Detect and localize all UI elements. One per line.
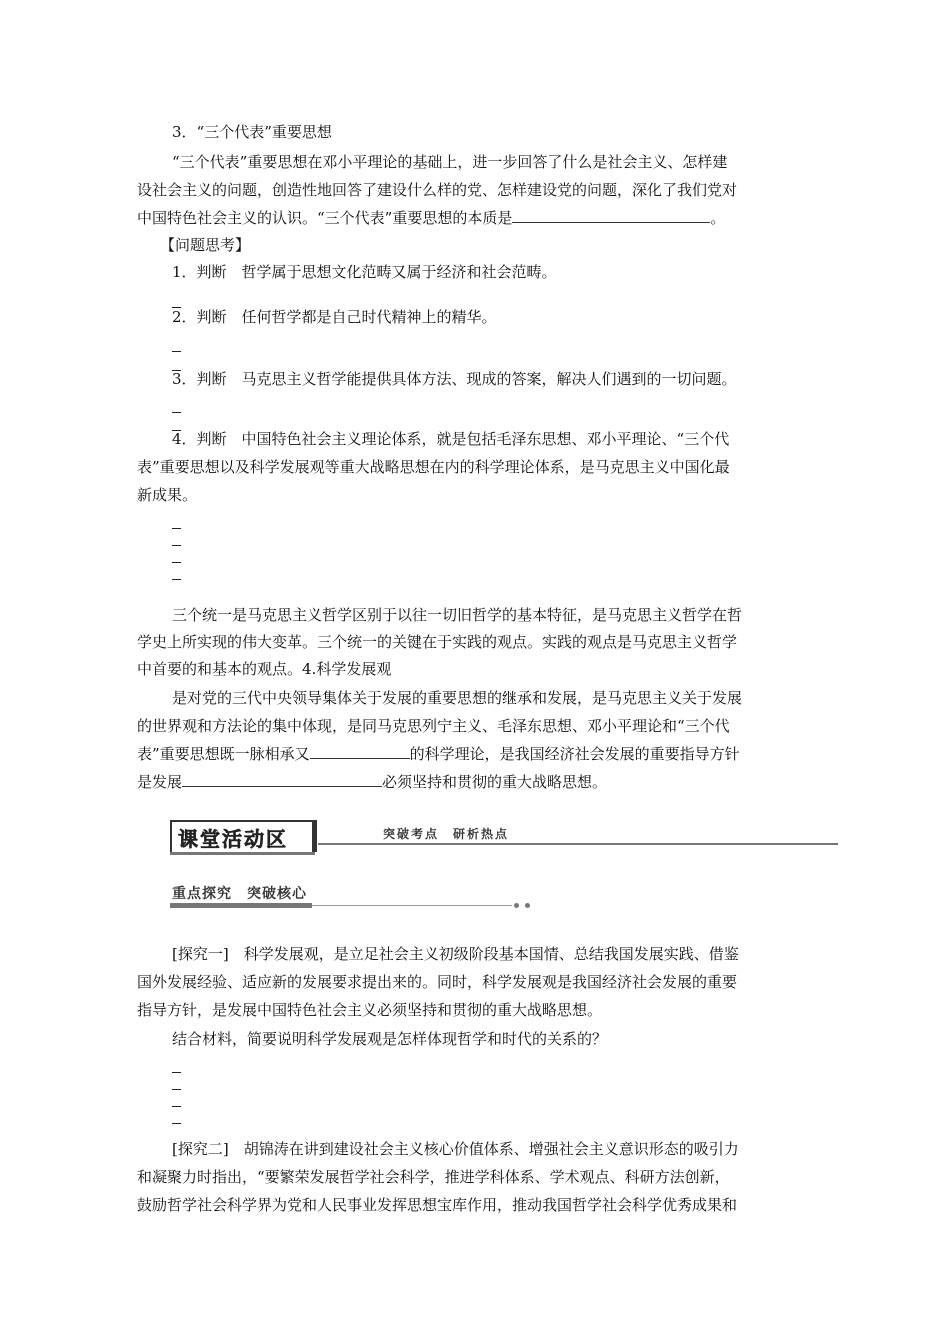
section-title-bar (170, 903, 312, 908)
answer-line (172, 1089, 181, 1090)
section-heading: 3．“三个代表”重要思想 (172, 123, 332, 141)
answer-line (172, 351, 181, 352)
banner-title: 课堂活动区 (178, 827, 288, 851)
answer-line (172, 579, 181, 580)
inquiry-line: 国外发展经验、适应新的发展要求提出来的。同时，科学发展观是我国经济社会发展的重要 (137, 973, 738, 991)
paragraph-line: “三个代表”重要思想在邓小平理论的基础上，进一步回答了什么是社会主义、怎样建 (172, 153, 728, 171)
answer-line (172, 1072, 181, 1073)
answer-line (172, 1123, 181, 1124)
inquiry-line: [探究一] 科学发展观，是立足社会主义初级阶段基本国情、总结我国发展实践、借鉴 (172, 945, 739, 963)
inquiry-question: 结合材料，简要说明科学发展观是怎样体现哲学和时代的关系的？ (172, 1030, 608, 1048)
fill-blank (512, 208, 710, 223)
answer-line (172, 562, 181, 563)
fill-blank (310, 744, 410, 759)
banner-divider (312, 820, 317, 852)
paragraph-line: 设社会主义的问题，创造性地回答了建设什么样的党、怎样建设党的问题，深化了我们党对 (137, 181, 738, 199)
paragraph-line: 三个统一是马克思主义哲学区别于以往一切旧哲学的基本特征，是马克思主义哲学在哲 (172, 606, 743, 624)
decor-dot (514, 903, 519, 908)
section-title: 重点探究 突破核心 (172, 886, 307, 902)
inquiry-line: 指导方针，是发展中国特色社会主义必须坚持和贯彻的重大战略思想。 (137, 1001, 603, 1019)
inquiry-line: 鼓励哲学社会科学界为党和人民事业发挥思想宝库作用，推动我国哲学社会科学优秀成果和 (137, 1196, 738, 1214)
banner-rule (318, 843, 838, 845)
paragraph-line: 是对党的三代中央领导集体关于发展的重要思想的继承和发展，是马克思主义关于发展 (172, 689, 743, 707)
question-item: 2．判断 任何哲学都是自己时代精神上的精华。 (172, 308, 497, 326)
answer-line (172, 528, 181, 529)
banner-underline (170, 852, 315, 855)
paragraph-line: 中国特色社会主义的认识。“三个代表”重要思想的本质是 。 (137, 209, 726, 227)
paragraph-line: 表”重要思想既一脉相承又 的科学理论，是我国经济社会发展的重要指导方针 (137, 745, 740, 763)
paragraph-line: 学史上所实现的伟大变革。三个统一的关键在于实践的观点。实践的观点是马克思主义哲学 (137, 633, 738, 651)
banner-subtitle: 突破考点 研析热点 (383, 827, 510, 841)
question-item: 4．判断 中国特色社会主义理论体系，就是包括毛泽东思想、邓小平理论、“三个代 (172, 430, 730, 448)
questions-heading: 【问题思考】 (160, 236, 251, 254)
decor-dot (525, 903, 530, 908)
question-item: 1．判断 哲学属于思想文化范畴又属于经济和社会范畴。 (172, 263, 557, 281)
answer-line (172, 412, 181, 413)
question-item: 表”重要思想以及科学发展观等重大战略思想在内的科学理论体系，是马克思主义中国化最 (137, 458, 730, 476)
fill-blank (182, 772, 382, 787)
inquiry-line: 和凝聚力时指出，“要繁荣发展哲学社会科学，推进学科体系、学术观点、科研方法创新， (137, 1168, 730, 1186)
section-title-rule (312, 905, 512, 906)
answer-line (172, 545, 181, 546)
paragraph-line: 中首要的和基本的观点。4.科学发展观 (137, 660, 392, 678)
paragraph-line: 的世界观和方法论的集中体现，是同马克思列宁主义、毛泽东思想、邓小平理论和“三个代 (137, 717, 730, 735)
question-item: 新成果。 (137, 486, 198, 504)
inquiry-line: [探究二] 胡锦涛在讲到建设社会主义核心价值体系、增强社会主义意识形态的吸引力 (172, 1140, 739, 1158)
question-item: 3．判断 马克思主义哲学能提供具体方法、现成的答案，解决人们遇到的一切问题。 (172, 370, 737, 388)
paragraph-line: 是发展 必须坚持和贯彻的重大战略思想。 (137, 773, 608, 791)
answer-line (172, 1106, 181, 1107)
